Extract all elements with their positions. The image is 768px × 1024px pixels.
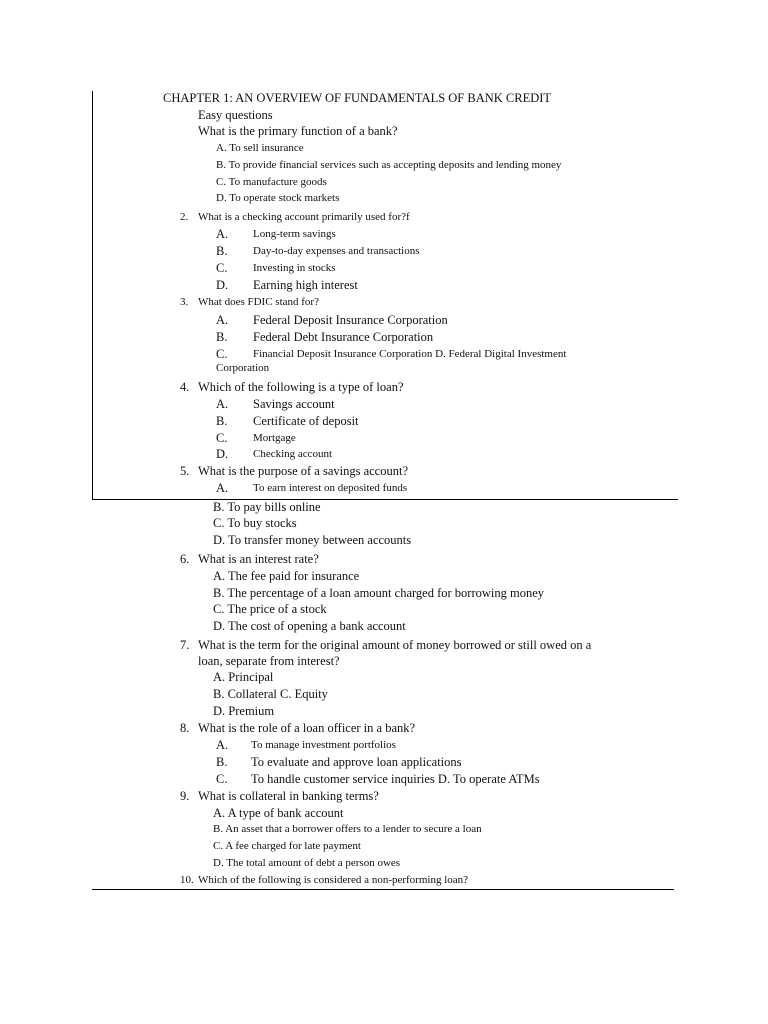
q2-option-b-letter: B. <box>216 244 228 258</box>
q7-option-d: D. Premium <box>213 704 275 718</box>
question-6-text: What is an interest rate? <box>198 552 319 566</box>
q8-option-a: To manage investment portfolios <box>251 739 396 751</box>
q5-option-b: B. To pay bills online <box>213 500 321 514</box>
q1-option-d: D. To operate stock markets <box>216 192 340 204</box>
q5-option-a-letter: A. <box>216 481 229 495</box>
q2-option-a: Long-term savings <box>253 228 336 240</box>
q4-option-d: Checking account <box>253 448 333 460</box>
q4-option-b: Certificate of deposit <box>253 414 359 428</box>
q5-option-a: To earn interest on deposited funds <box>253 482 408 494</box>
question-7-number: 7. <box>180 638 190 652</box>
q4-option-d-letter: D. <box>216 447 229 461</box>
q6-option-a: A. The fee paid for insurance <box>213 569 360 583</box>
question-6-number: 6. <box>180 552 190 566</box>
q3-option-c-continued: Corporation <box>216 362 270 374</box>
q4-option-b-letter: B. <box>216 414 228 428</box>
q2-option-d-letter: D. <box>216 278 229 292</box>
q7-option-b: B. Collateral C. Equity <box>213 687 328 701</box>
q2-option-c-letter: C. <box>216 261 228 275</box>
q3-option-a-letter: A. <box>216 313 229 327</box>
section-label: Easy questions <box>198 108 273 122</box>
q9-option-b: B. An asset that a borrower offers to a lender to secure a loan <box>213 823 482 835</box>
question-4-text: Which of the following is a type of loan? <box>198 380 404 394</box>
question-7-text-line1: What is the term for the original amount of money borrowed or still owed on a <box>198 638 592 652</box>
q6-option-c: C. The price of a stock <box>213 602 327 616</box>
q9-option-d: D. The total amount of debt a person owes <box>213 857 401 869</box>
q9-option-c: C. A fee charged for late payment <box>213 840 361 852</box>
q9-option-a: A. A type of bank account <box>213 806 344 820</box>
question-9-text: What is collateral in banking terms? <box>198 789 379 803</box>
q1-option-a: A. To sell insurance <box>216 142 304 154</box>
q2-option-c: Investing in stocks <box>253 262 336 274</box>
q4-option-c: Mortgage <box>253 432 296 444</box>
q4-option-a: Savings account <box>253 397 335 411</box>
question-5-text: What is the purpose of a savings account? <box>198 464 409 478</box>
question-3-number: 3. <box>180 296 189 308</box>
q2-option-a-letter: A. <box>216 227 229 241</box>
chapter-title: CHAPTER 1: AN OVERVIEW OF FUNDAMENTALS OF BANK CREDIT <box>163 91 552 105</box>
question-4-number: 4. <box>180 380 190 394</box>
q3-option-b-letter: B. <box>216 330 228 344</box>
question-10-number: 10. <box>180 874 194 886</box>
q5-option-c: C. To buy stocks <box>213 516 297 530</box>
question-7-text-line2: loan, separate from interest? <box>198 654 340 668</box>
q8-option-c-letter: C. <box>216 772 228 786</box>
question-5-number: 5. <box>180 464 190 478</box>
q8-option-b: To evaluate and approve loan applications <box>251 755 462 769</box>
q3-option-b: Federal Debt Insurance Corporation <box>253 330 434 344</box>
q3-option-c-letter: C. <box>216 347 228 361</box>
question-10-text: Which of the following is considered a non-performing loan? <box>198 874 469 886</box>
page-break-line <box>92 499 678 500</box>
q3-option-c: Financial Deposit Insurance Corporation D. Federal Digital Investment <box>253 348 567 360</box>
q1-option-b: B. To provide financial services such as accepting deposits and lending money <box>216 159 562 171</box>
q2-option-b: Day-to-day expenses and transactions <box>253 245 420 257</box>
question-9-number: 9. <box>180 789 190 803</box>
bottom-rule-line <box>92 889 674 890</box>
q6-option-b: B. The percentage of a loan amount charged for borrowing money <box>213 586 545 600</box>
question-8-number: 8. <box>180 721 190 735</box>
question-2-number: 2. <box>180 211 189 223</box>
q1-option-c: C. To manufacture goods <box>216 176 327 188</box>
q4-option-a-letter: A. <box>216 397 229 411</box>
q7-option-a: A. Principal <box>213 670 274 684</box>
q2-option-d: Earning high interest <box>253 278 358 292</box>
q4-option-c-letter: C. <box>216 431 228 445</box>
q6-option-d: D. The cost of opening a bank account <box>213 619 406 633</box>
q8-option-c: To handle customer service inquiries D. To operate ATMs <box>251 772 540 786</box>
question-3-text: What does FDIC stand for? <box>198 296 319 308</box>
question-8-text: What is the role of a loan officer in a bank? <box>198 721 416 735</box>
q5-option-d: D. To transfer money between accounts <box>213 533 412 547</box>
question-2-text: What is a checking account primarily used for?f <box>198 211 410 223</box>
question-1-text: What is the primary function of a bank? <box>198 124 398 138</box>
q8-option-a-letter: A. <box>216 738 229 752</box>
left-border-line <box>92 91 93 499</box>
q8-option-b-letter: B. <box>216 755 228 769</box>
q3-option-a: Federal Deposit Insurance Corporation <box>253 313 448 327</box>
